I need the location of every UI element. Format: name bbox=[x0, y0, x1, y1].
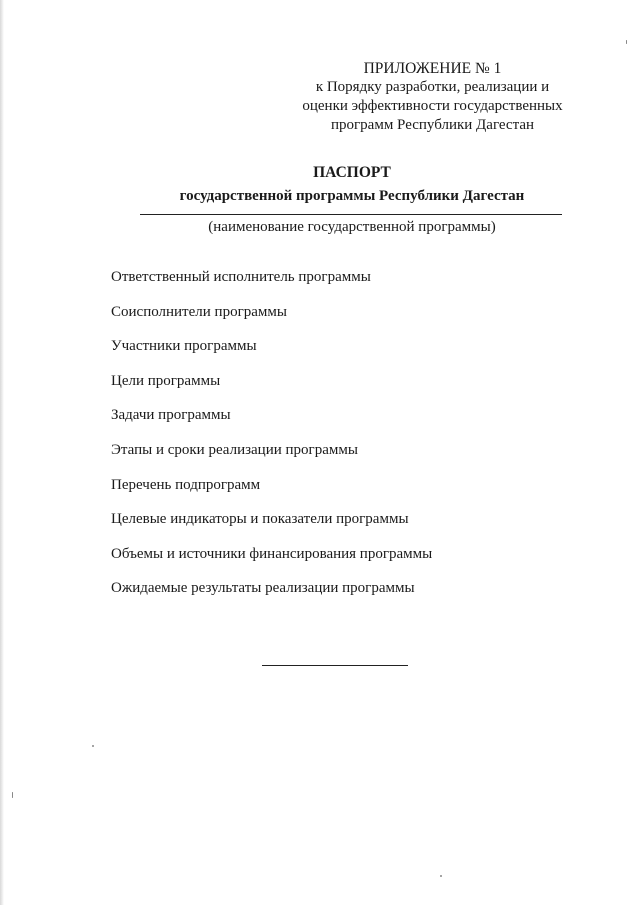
list-item: Участники программы bbox=[111, 338, 257, 355]
program-name-caption: (наименование государственной программы) bbox=[208, 219, 496, 235]
list-item: Задачи программы bbox=[111, 407, 231, 424]
scan-edge-shadow bbox=[0, 0, 4, 905]
list-item: Этапы и сроки реализации программы bbox=[111, 441, 358, 458]
scan-speck bbox=[12, 792, 13, 798]
program-name-fill-line bbox=[140, 214, 562, 215]
list-item: Соисполнители программы bbox=[111, 303, 287, 320]
list-item: Ожидаемые результаты реализации программы bbox=[111, 580, 415, 597]
list-item: Перечень подпрограмм bbox=[111, 476, 261, 493]
appendix-line-3: программ Республики Дагестан bbox=[330, 117, 535, 133]
list-item: Целевые индикаторы и показатели программы bbox=[111, 511, 409, 528]
appendix-line-2: оценки эффективности государственных bbox=[302, 98, 563, 114]
appendix-title: ПРИЛОЖЕНИЕ № 1 bbox=[363, 60, 502, 77]
scan-speck bbox=[626, 40, 627, 44]
scan-speck bbox=[440, 875, 442, 877]
document-subtitle: государственной программы Республики Дагестан bbox=[179, 188, 525, 204]
document-title: ПАСПОРТ bbox=[313, 164, 391, 181]
list-item: Объемы и источники финансирования программы bbox=[111, 545, 433, 562]
end-divider-line bbox=[262, 665, 408, 666]
appendix-line-1: к Порядку разработки, реализации и bbox=[315, 79, 550, 95]
passport-items-list bbox=[111, 267, 432, 613]
scan-speck bbox=[92, 745, 94, 747]
appendix-block bbox=[290, 59, 575, 135]
list-item: Ответственный исполнитель программы bbox=[111, 269, 371, 285]
list-item: Цели программы bbox=[111, 372, 221, 389]
title-block bbox=[140, 163, 564, 206]
